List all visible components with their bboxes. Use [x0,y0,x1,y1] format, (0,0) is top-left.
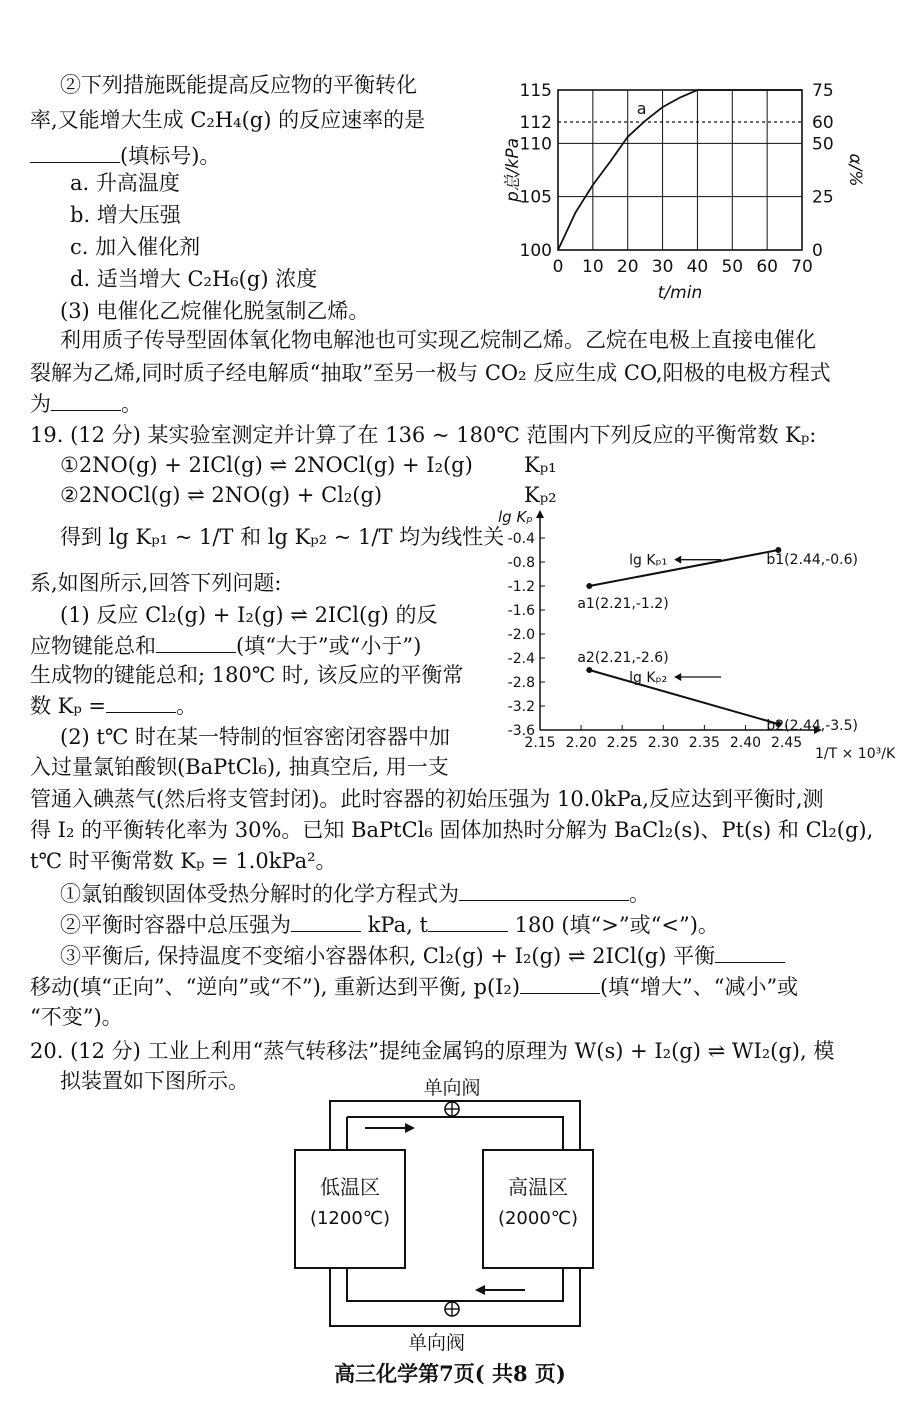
q19-heading: 19. (12 分) 某实验室测定并计算了在 136 ~ 180℃ 范围内下列反应的平衡常数 Kₚ: [30,423,817,447]
q18-option-d: d. 适当增大 C₂H₆(g) 浓度 [70,267,318,291]
x-tick-label: 60 [756,257,778,277]
q19-reaction-2: ②2NOCl(g) ⇌ 2NO(g) + Cl₂(g) [60,483,383,507]
q18-part3-line3 [30,388,142,419]
y2-tick-label: 75 [812,81,834,101]
answer-blank[interactable] [520,971,600,994]
q19-part2-line1: (2) t℃ 时在某一特制的恒容密闭容器中加 [60,725,451,749]
point-label-a: a [636,99,647,118]
q19-sub3-line2-end: (填“增大”、“减小”或 [600,975,799,999]
q19-reaction-1: ①2NO(g) + 2ICl(g) ⇌ 2NOCl(g) + I₂(g) [60,453,473,477]
y2-axis-label: α/% [845,153,865,187]
q18-part3-line2: 裂解为乙烯,同时质子经电解质“抽取”至另一极与 CO₂ 反应生成 CO,阳极的电极方程式 [30,361,831,385]
q19-part1-line2 [30,630,421,661]
q19-part1-line2-text: 应物键能总和 [30,634,156,658]
x-tick-label: 2.30 [647,735,679,751]
q19-part1-line4 [30,690,197,721]
q18-part2-line1: ②下列措施既能提高反应物的平衡转化 [60,73,417,97]
y-tick-label: -2.0 [507,627,535,643]
point-label: b2(2.44,-3.5) [766,718,858,734]
high-zone-label: 高温区 [508,1175,568,1199]
valve-bottom-label: 单向阀 [408,1332,466,1354]
x-tick-label: 50 [721,257,744,277]
x-tick-label: 2.20 [565,735,597,751]
low-zone-temp: (1200℃) [309,1208,391,1229]
q18-part3-heading: (3) 电催化乙烷催化脱氢制乙烯。 [60,299,370,323]
answer-blank[interactable] [156,630,236,653]
plot-frame [558,90,802,250]
answer-blank[interactable] [291,909,361,932]
q19-sub3-line1-text: ③平衡后, 保持温度不变缩小容器体积, Cl₂(g) + I₂(g) ⇌ 2ICl(g) 平衡 [60,944,716,968]
x-tick-label: 10 [582,257,604,277]
q19-part1-line2-end: (填“大于”或“小于”) [236,634,422,658]
y-tick-label: -1.6 [507,603,535,619]
y-axis-label: p总/kPa [503,137,523,203]
q19-sub1-text: ①氯铂酸钡固体受热分解时的化学方程式为 [60,882,459,906]
x-tick-label: 2.25 [606,735,638,751]
x-tick-label: 2.45 [770,735,803,751]
x-tick-label: 70 [791,257,813,277]
q19-part1-line4-end: 。 [176,694,198,718]
answer-blank[interactable] [459,878,629,901]
y-tick-label: -3.2 [507,699,535,715]
q19-sub3-line3: “不变”)。 [30,1005,123,1029]
data-point [586,667,592,673]
q18-option-c: c. 加入催化剂 [70,235,201,259]
low-zone-label: 低温区 [320,1175,380,1199]
series-label-arrow-head [674,673,681,681]
q18-part3-line1: 利用质子传导型固体氧化物电解池也可实现乙烷制乙烯。乙烷在电极上直接电催化 [60,328,816,352]
y-tick-label: -1.2 [507,579,535,595]
q18-option-b: b. 增大压强 [70,203,181,227]
y-tick-label: -0.4 [507,531,535,547]
y-tick-label: -3.6 [507,723,535,739]
flow-arrow-top-head [405,1123,415,1133]
q19-reaction-2-k: Kₚ₂ [524,483,557,507]
q19-sub2-text: ②平衡时容器中总压强为 [60,913,291,937]
flow-arrow-bottom-head [475,1285,485,1295]
q19-part2-line5: t℃ 时平衡常数 Kₚ = 1.0kPa²。 [30,849,337,873]
q19-part2-line2: 入过量氯铂酸钡(BaPtCl₆), 抽真空后, 用一支 [30,755,449,779]
q19-sub1 [60,878,650,909]
y-tick-label: 110 [519,134,552,155]
q19-sub3-line2-text: 移动(填“正向”、“逆向”或“不”), 重新达到平衡, p(I₂) [30,975,521,999]
y-axis-arrow [536,510,544,518]
q19-reaction-1-k: Kₚ₁ [524,453,557,477]
q19-sub2-end: 180 (填“>”或“<”)。 [514,913,719,937]
q20-line2: 拟装置如下图所示。 [60,1069,249,1093]
answer-blank[interactable] [106,690,176,713]
vapor-transfer-apparatus [285,1068,625,1328]
x-tick-label: 40 [686,257,709,277]
series-label-arrow-head [674,556,681,564]
x-tick-label: 2.35 [688,735,720,751]
y2-tick-label: 0 [812,241,823,261]
x-tick-label: 2.15 [524,735,556,751]
q19-linear-line1: 得到 lg Kₚ₁ ~ 1/T 和 lg Kₚ₂ ~ 1/T 均为线性关 [60,525,505,549]
series-label: lg Kₚ₁ [629,552,668,569]
q19-sub3-line1 [60,940,785,971]
point-label: a2(2.21,-2.6) [577,650,669,666]
series-line-2 [589,670,778,724]
point-label: a1(2.21,-1.2) [577,596,669,612]
q18-option-a: a. 升高温度 [70,171,180,195]
x-tick-label: 2.40 [729,735,762,751]
high-zone-temp: (2000℃) [497,1208,579,1229]
q19-part2-line4: 得 I₂ 的平衡转化率为 30%。已知 BaPtCl₆ 固体加热时分解为 BaCl₂(s)、Pt(s) 和 Cl₂(g), [30,818,874,842]
answer-blank[interactable] [428,909,508,932]
point-label: b1(2.44,-0.6) [766,552,858,568]
y2-tick-label: 25 [812,187,834,208]
q19-sub2 [60,909,719,940]
q19-part1-line4-text: 数 Kₚ = [30,694,107,718]
q18-part2-line3-text: (填标号)。 [120,144,221,168]
x-tick-label: 20 [616,257,639,277]
q19-part1-line3: 生成物的键能总和; 180℃ 时, 该反应的平衡常 [30,663,464,687]
x-tick-label: 30 [651,257,674,277]
q19-sub2-unit: kPa, t [367,913,428,937]
valve-top-label: 单向阀 [423,1077,481,1099]
q20-line1: 20. (12 分) 工业上利用“蒸气转移法”提纯金属钨的原理为 W(s) + I₂(g) ⇌ WI₂(g), 模 [30,1039,835,1063]
series-label: lg Kₚ₂ [629,669,668,686]
q19-sub3-line2 [30,971,798,1002]
y2-tick-label: 50 [812,134,834,155]
q18-part3-line3-end: 。 [121,392,142,416]
q18-part3-line3-text: 为 [30,392,51,416]
lgk-vs-inverse-temperature-chart [478,508,896,778]
data-point [586,583,592,589]
x-axis-label: 1/T × 10³/K [815,746,896,762]
q19-part2-line3: 管通入碘蒸气(然后将支管封闭)。此时容器的初始压强为 10.0kPa,反应达到平衡时,测 [30,787,824,811]
y2-tick-label: 60 [812,113,834,133]
x-axis-label: t/min [657,283,703,303]
y-tick-label: 112 [519,113,552,133]
y-tick-label: 100 [519,241,552,261]
q18-part2-line2: 率,又能增大生成 C₂H₄(g) 的反应速率的是 [30,108,426,132]
y-tick-label: -2.4 [507,651,535,667]
page-footer: 高三化学第7页( 共8 页) [334,1361,566,1386]
y-tick-label: 105 [519,187,552,208]
y-tick-label: 115 [519,81,552,101]
answer-blank[interactable] [30,140,120,163]
q19-part1-line1: (1) 反应 Cl₂(g) + I₂(g) ⇌ 2ICl(g) 的反 [60,603,438,627]
x-tick-label: 0 [552,257,564,277]
y-tick-label: -2.8 [507,675,535,691]
answer-blank[interactable] [51,388,121,411]
y-tick-label: -0.8 [507,555,535,571]
pressure-curve [558,90,802,250]
q19-sub1-end: 。 [629,882,650,906]
y-axis-label: lg Kₚ [498,508,533,526]
q19-linear-line2: 系,如图所示,回答下列问题: [30,571,282,595]
answer-blank[interactable] [715,940,785,963]
q18-part2-line3 [30,140,220,171]
pressure-time-chart [500,76,865,306]
series-line-1 [589,550,778,586]
